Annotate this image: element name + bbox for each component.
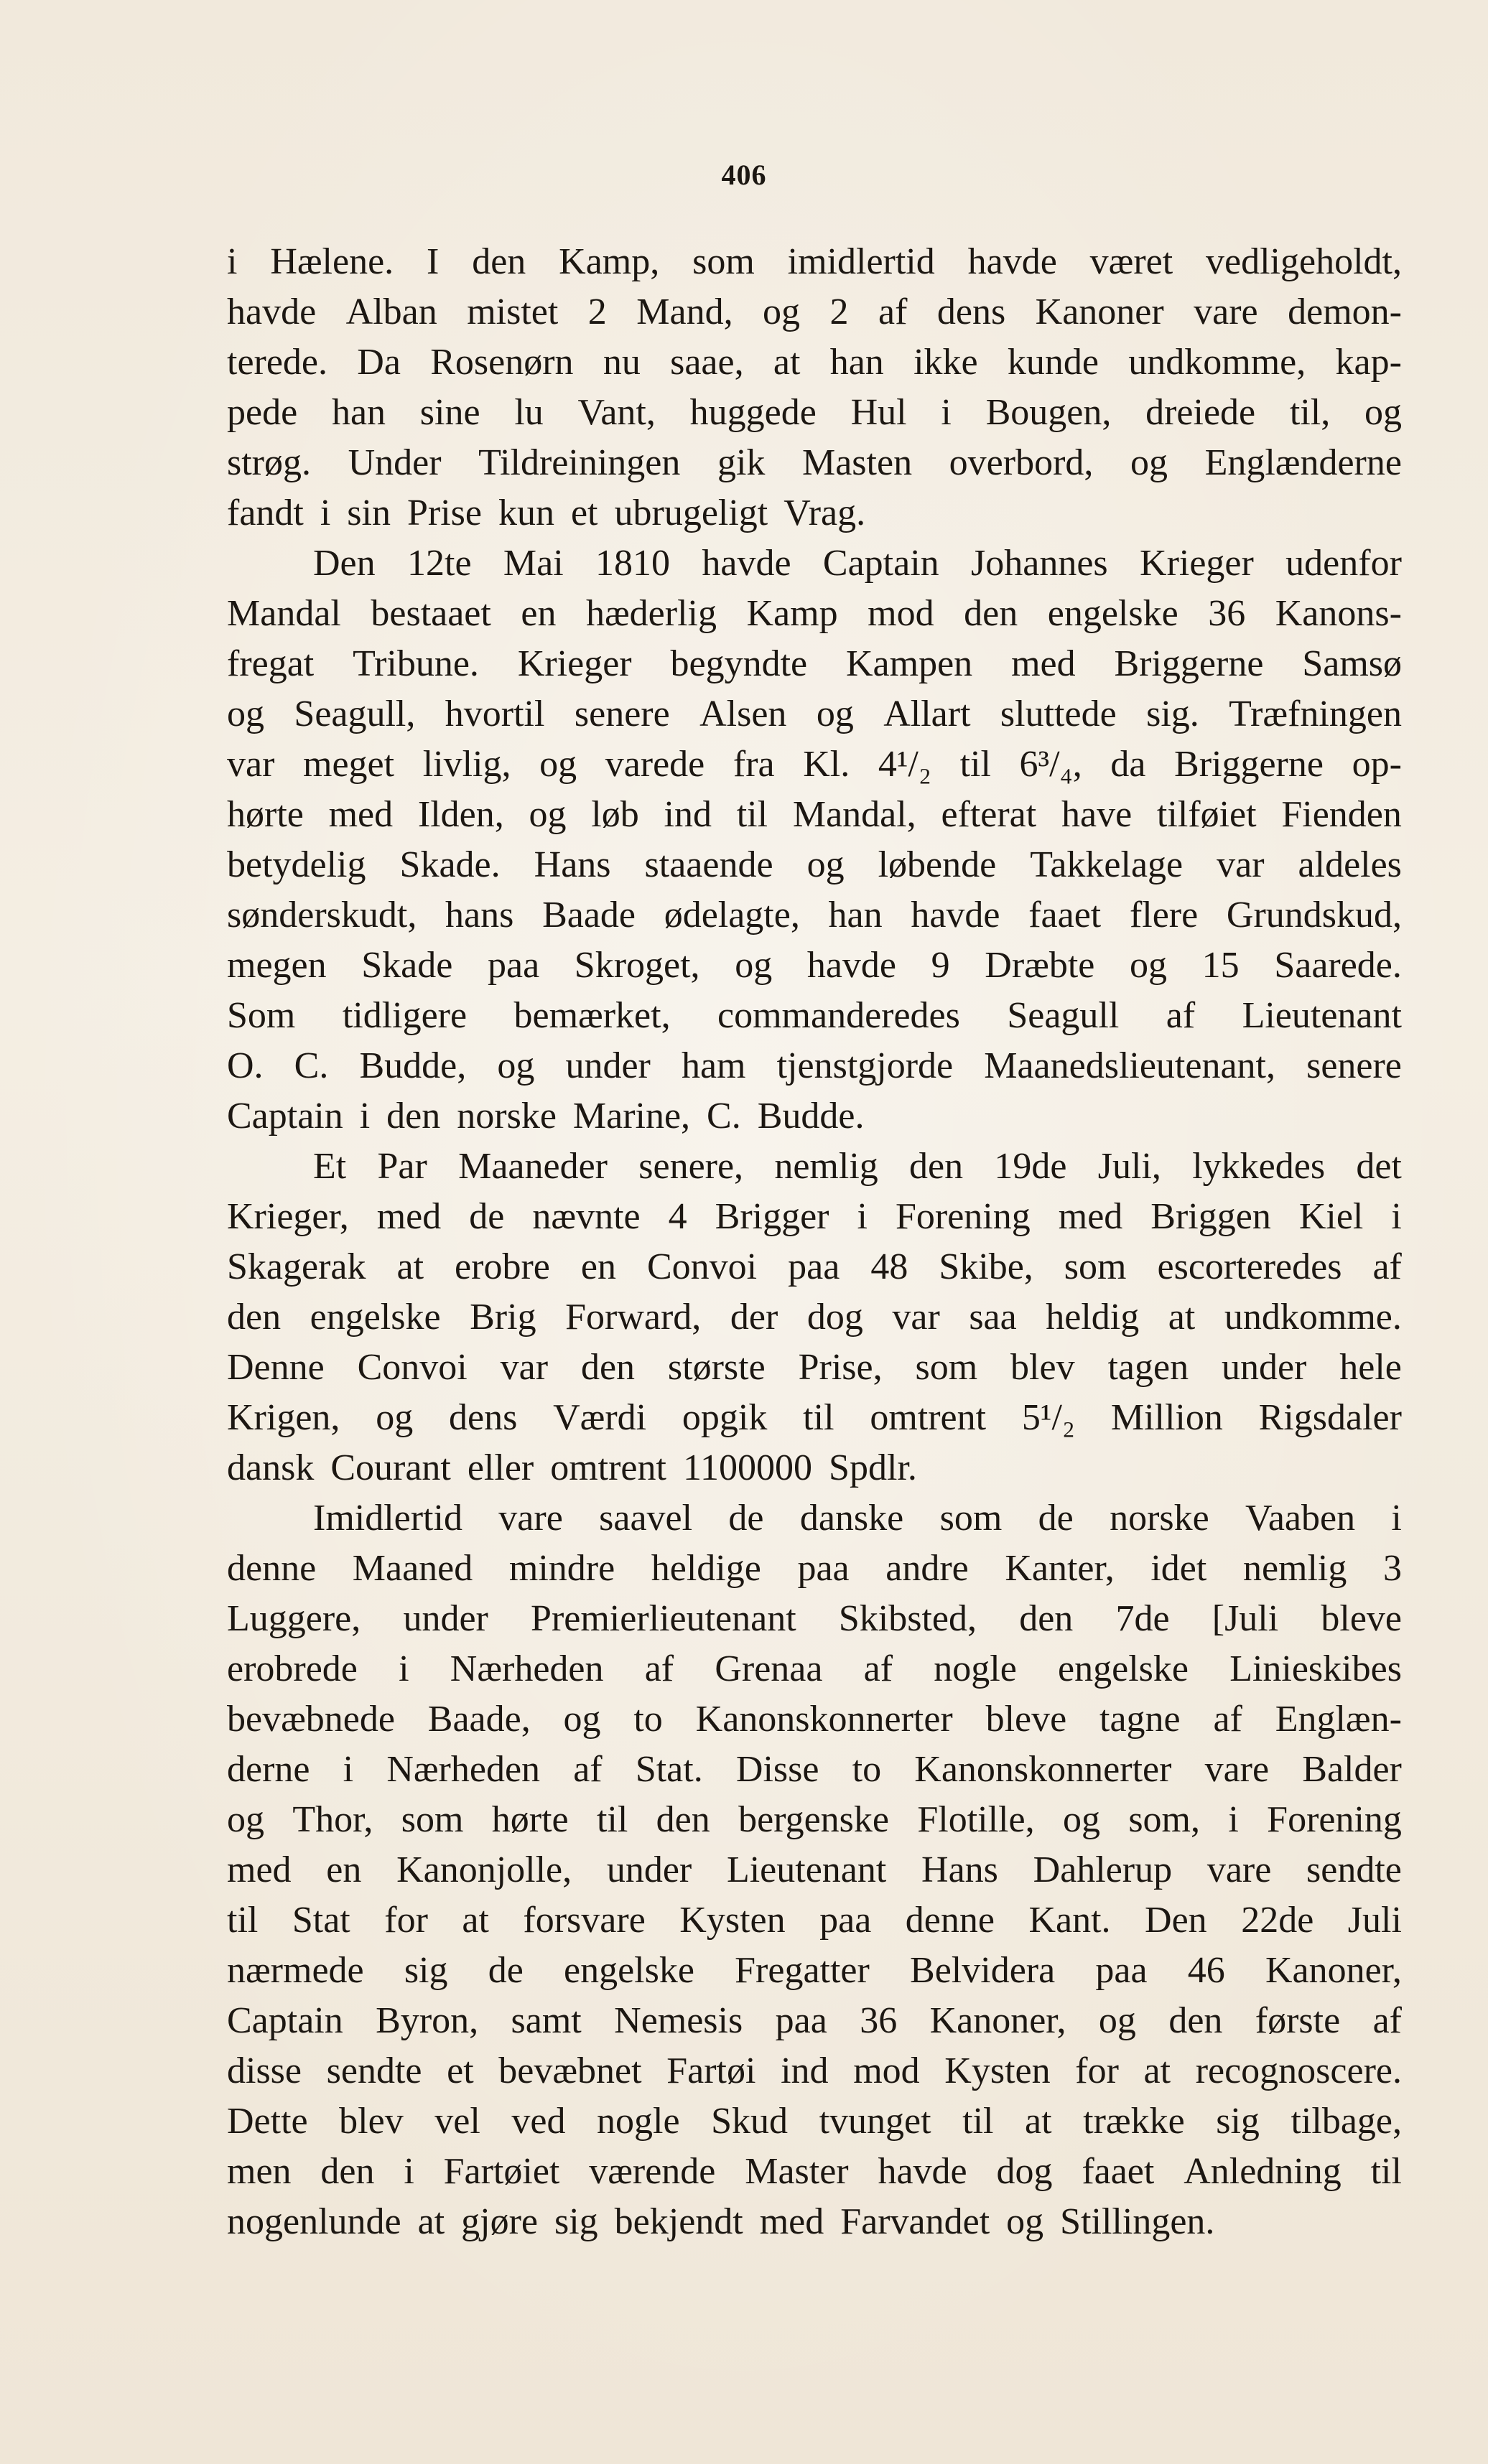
text-line: var meget livlig, og varede fra Kl. 4¹/₂ til 6³/₄, da Briggerne op- — [227, 744, 1402, 785]
text-line: derne i Nærheden af Stat. Disse to Kanonskonnerter vare Balder — [227, 1749, 1402, 1790]
text-line: disse sendte et bevæbnet Fartøi ind mod Kysten for at recognoscere. — [227, 2050, 1402, 2091]
text-line: Denne Convoi var den største Prise, som blev tagen under hele — [227, 1347, 1402, 1388]
text-line: hørte med Ilden, og løb ind til Mandal, efterat have tilføiet Fienden — [227, 794, 1402, 835]
text-line: Luggere, under Premierlieutenant Skibsted, den 7de [Juli bleve — [227, 1598, 1402, 1639]
text-line: Dette blev vel ved nogle Skud tvunget til at trække sig tilbage, — [227, 2101, 1402, 2142]
text-line: Mandal bestaaet en hæderlig Kamp mod den engelske 36 Kanons- — [227, 593, 1402, 634]
text-line: terede. Da Rosenørn nu saae, at han ikke kunde undkomme, kap- — [227, 342, 1402, 383]
text-line: Captain i den norske Marine, C. Budde. — [227, 1096, 865, 1137]
text-line: havde Alban mistet 2 Mand, og 2 af dens Kanoner vare demon- — [227, 291, 1402, 332]
text-line: Skagerak at erobre en Convoi paa 48 Skibe, som escorteredes af — [227, 1246, 1402, 1287]
text-line: bevæbnede Baade, og to Kanonskonnerter bleve tagne af Englæn- — [227, 1699, 1402, 1740]
text-line: O. C. Budde, og under ham tjenstgjorde Maanedslieutenant, senere — [227, 1045, 1402, 1086]
text-line: til Stat for at forsvare Kysten paa denne Kant. Den 22de Juli — [227, 1900, 1402, 1941]
text-line: med en Kanonjolle, under Lieutenant Hans Dahlerup vare sendte — [227, 1849, 1402, 1890]
paragraph — [227, 237, 1402, 538]
text-line: erobrede i Nærheden af Grenaa af nogle engelske Linieskibes — [227, 1648, 1402, 1689]
text-line: men den i Fartøiet værende Master havde dog faaet Anledning til — [227, 2151, 1402, 2192]
text-line: Imidlertid vare saavel de danske som de norske Vaaben i — [313, 1498, 1402, 1539]
text-line: Krigen, og dens Værdi opgik til omtrent 5¹/₂ Million Rigsdaler — [227, 1397, 1402, 1438]
text-line: fregat Tribune. Krieger begyndte Kampen med Briggerne Samsø — [227, 643, 1402, 684]
text-line: Den 12te Mai 1810 havde Captain Johannes Krieger udenfor — [313, 543, 1402, 584]
text-line: nogenlunde at gjøre sig bekjendt med Farvandet og Stillingen. — [227, 2201, 1215, 2242]
text-line: nærmede sig de engelske Fregatter Belvidera paa 46 Kanoner, — [227, 1950, 1402, 1991]
paragraph — [227, 1493, 1402, 2247]
text-line: og Seagull, hvortil senere Alsen og Allart sluttede sig. Træfningen — [227, 694, 1402, 734]
text-line: pede han sine lu Vant, huggede Hul i Bougen, dreiede til, og — [227, 392, 1402, 433]
text-line: denne Maaned mindre heldige paa andre Kanter, idet nemlig 3 — [227, 1548, 1402, 1589]
text-line: den engelske Brig Forward, der dog var saa heldig at undkomme. — [227, 1297, 1402, 1338]
text-line: Som tidligere bemærket, commanderedes Seagull af Lieutenant — [227, 995, 1402, 1036]
text-line: strøg. Under Tildreiningen gik Masten overbord, og Englænderne — [227, 442, 1402, 483]
body-text — [227, 237, 1402, 2247]
paragraph — [227, 538, 1402, 1142]
text-line: og Thor, som hørte til den bergenske Flotille, og som, i Forening — [227, 1799, 1402, 1840]
text-line: sønderskudt, hans Baade ødelagte, han havde faaet flere Grundskud, — [227, 895, 1402, 935]
text-line: Et Par Maaneder senere, nemlig den 19de Juli, lykkedes det — [313, 1146, 1402, 1187]
text-line: fandt i sin Prise kun et ubrugeligt Vrag. — [227, 493, 866, 533]
text-line: dansk Courant eller omtrent 1100000 Spdlr. — [227, 1447, 917, 1488]
page-number: 406 — [721, 159, 767, 191]
text-line: Krieger, med de nævnte 4 Brigger i Forening med Briggen Kiel i — [227, 1196, 1402, 1237]
text-line: megen Skade paa Skroget, og havde 9 Dræbte og 15 Saarede. — [227, 945, 1402, 986]
text-line: betydelig Skade. Hans staaende og løbende Takkelage var aldeles — [227, 844, 1402, 885]
paragraph — [227, 1142, 1402, 1493]
text-line: i Hælene. I den Kamp, som imidlertid havde været vedligeholdt, — [227, 241, 1402, 282]
text-line: Captain Byron, samt Nemesis paa 36 Kanoner, og den første af — [227, 2000, 1402, 2041]
